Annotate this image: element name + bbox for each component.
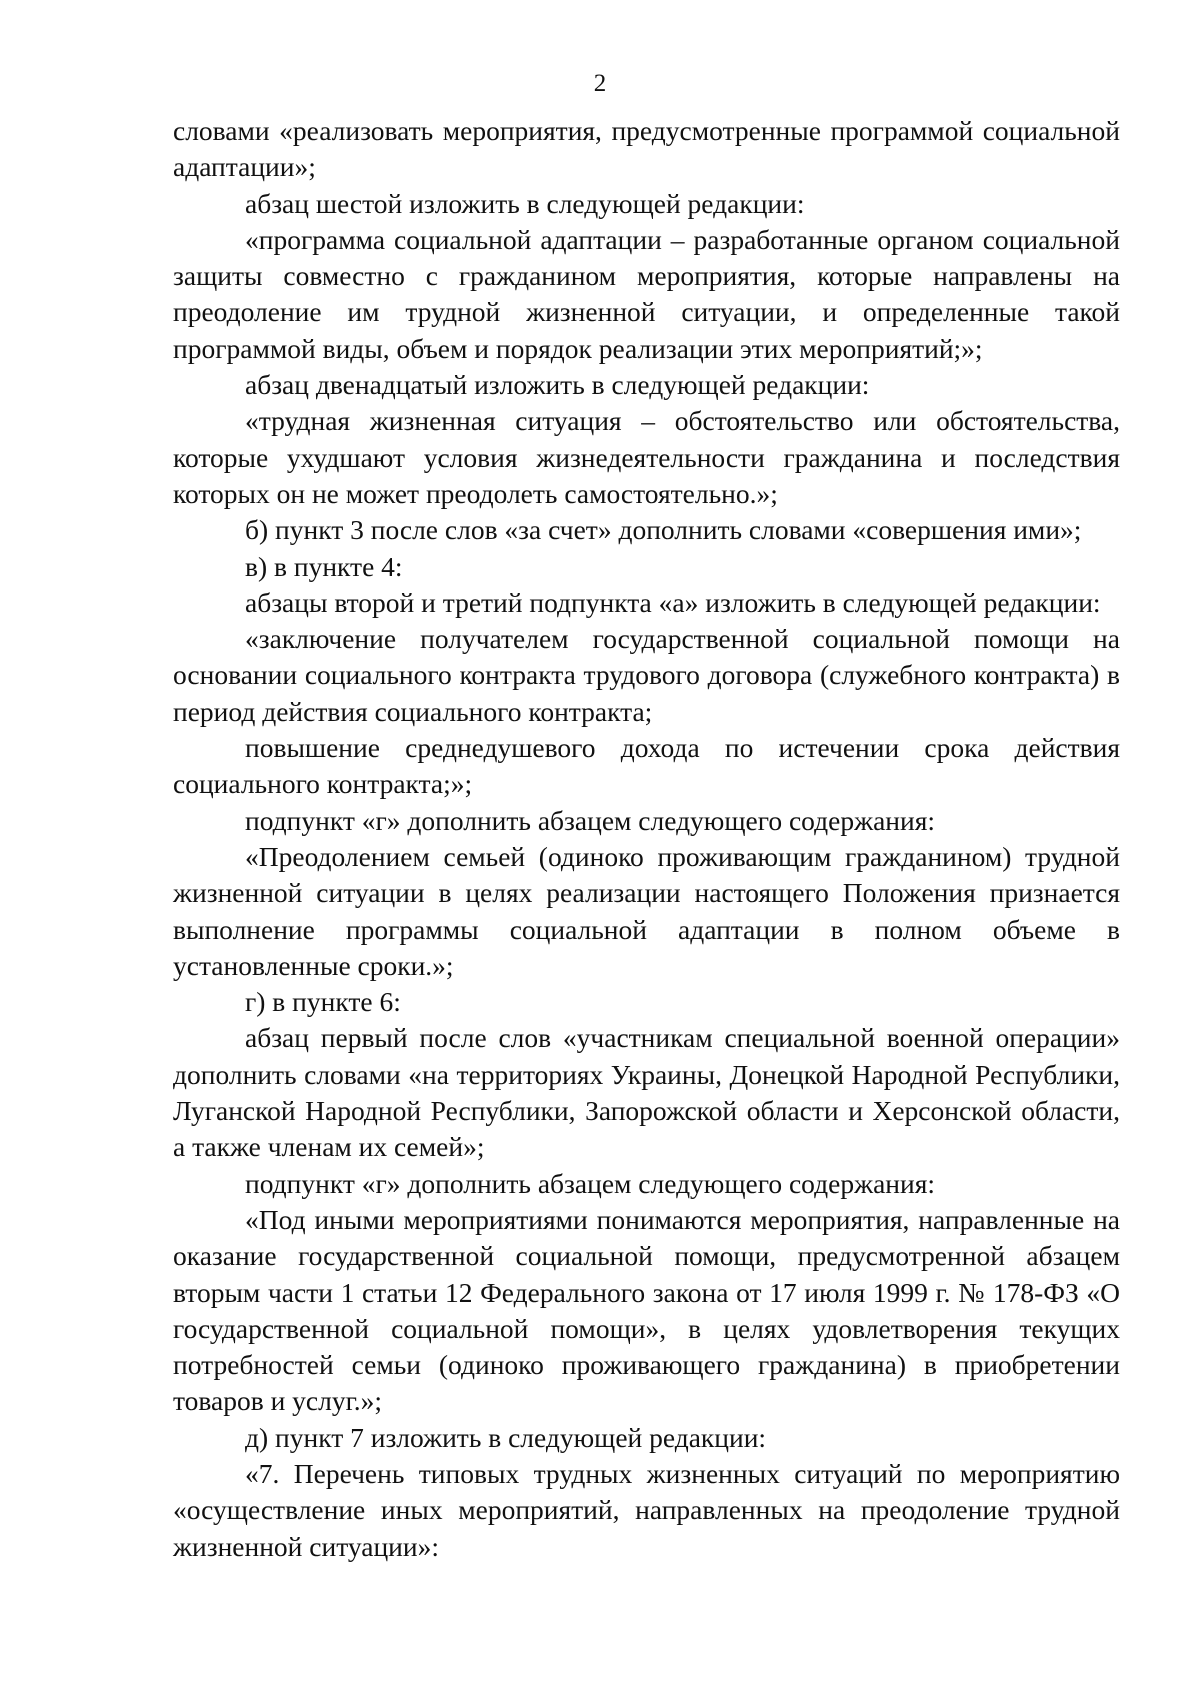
paragraph: подпункт «г» дополнить абзацем следующего содержания: — [245, 1167, 935, 1199]
paragraph: абзац шестой изложить в следующей редакции: — [245, 187, 805, 219]
paragraph: подпункт «г» дополнить абзацем следующего содержания: — [245, 804, 935, 836]
paragraph: «программа социальной адаптации – разработанные органом социальной защиты совместно с гражданином мероприятия, которые направлены на преодоление им трудной жизненной ситуации, и определенные такой программой виды, объем и порядок реализации этих мероприятий;»; — [173, 223, 1120, 364]
paragraph: «заключение получателем государственной социальной помощи на основании социального контракта трудового договора (служебного контракта) в период действия социального контракта; — [173, 623, 1120, 727]
paragraph: «Под иными мероприятиями понимаются мероприятия, направленные на оказание государственной социальной помощи, предусмотренной абзацем вторым части 1 статьи 12 Федерального закона от 17 июля 1999 г. № 178-ФЗ «О государственной социальной помощи», в целях удовлетворения текущих потребностей семьи (одиноко проживающего гражданина) в приобретении товаров и услуг.»; — [173, 1203, 1120, 1417]
paragraph: абзац первый после слов «участникам специальной военной операции» дополнить словами «на территориях Украины, Донецкой Народной Республики, Луганской Народной Республики, Запорожской области и Херсонской области, а также членам их семей»; — [173, 1022, 1120, 1163]
paragraph: г) в пункте 6: — [245, 986, 401, 1018]
paragraph: «Преодолением семьей (одиноко проживающим гражданином) трудной жизненной ситуации в целях реализации настоящего Положения признается выполнение программы социальной адаптации в полном объеме в установленные сроки.»; — [173, 840, 1120, 981]
paragraph: «трудная жизненная ситуация – обстоятельство или обстоятельства, которые ухудшают условия жизнедеятельности гражданина и последствия которых он не может преодолеть самостоятельно.»; — [173, 405, 1120, 509]
paragraph: абзацы второй и третий подпункта «а» изложить в следующей редакции: — [245, 586, 1101, 618]
paragraph: словами «реализовать мероприятия, предусмотренные программой социальной адаптации»; — [173, 115, 1120, 183]
paragraph: б) пункт 3 после слов «за счет» дополнить словами «совершения ими»; — [245, 514, 1082, 546]
paragraph: абзац двенадцатый изложить в следующей редакции: — [245, 369, 870, 401]
page-number: 2 — [593, 70, 607, 97]
paragraph: в) в пункте 4: — [245, 550, 403, 582]
document-body — [173, 113, 1120, 1565]
paragraph: «7. Перечень типовых трудных жизненных ситуаций по мероприятию «осуществление иных мероприятий, направленных на преодоление трудной жизненной ситуации»: — [173, 1457, 1120, 1562]
paragraph: д) пункт 7 изложить в следующей редакции: — [245, 1421, 767, 1453]
paragraph: повышение среднедушевого дохода по истечении срока действия социального контракта;»; — [173, 732, 1120, 800]
